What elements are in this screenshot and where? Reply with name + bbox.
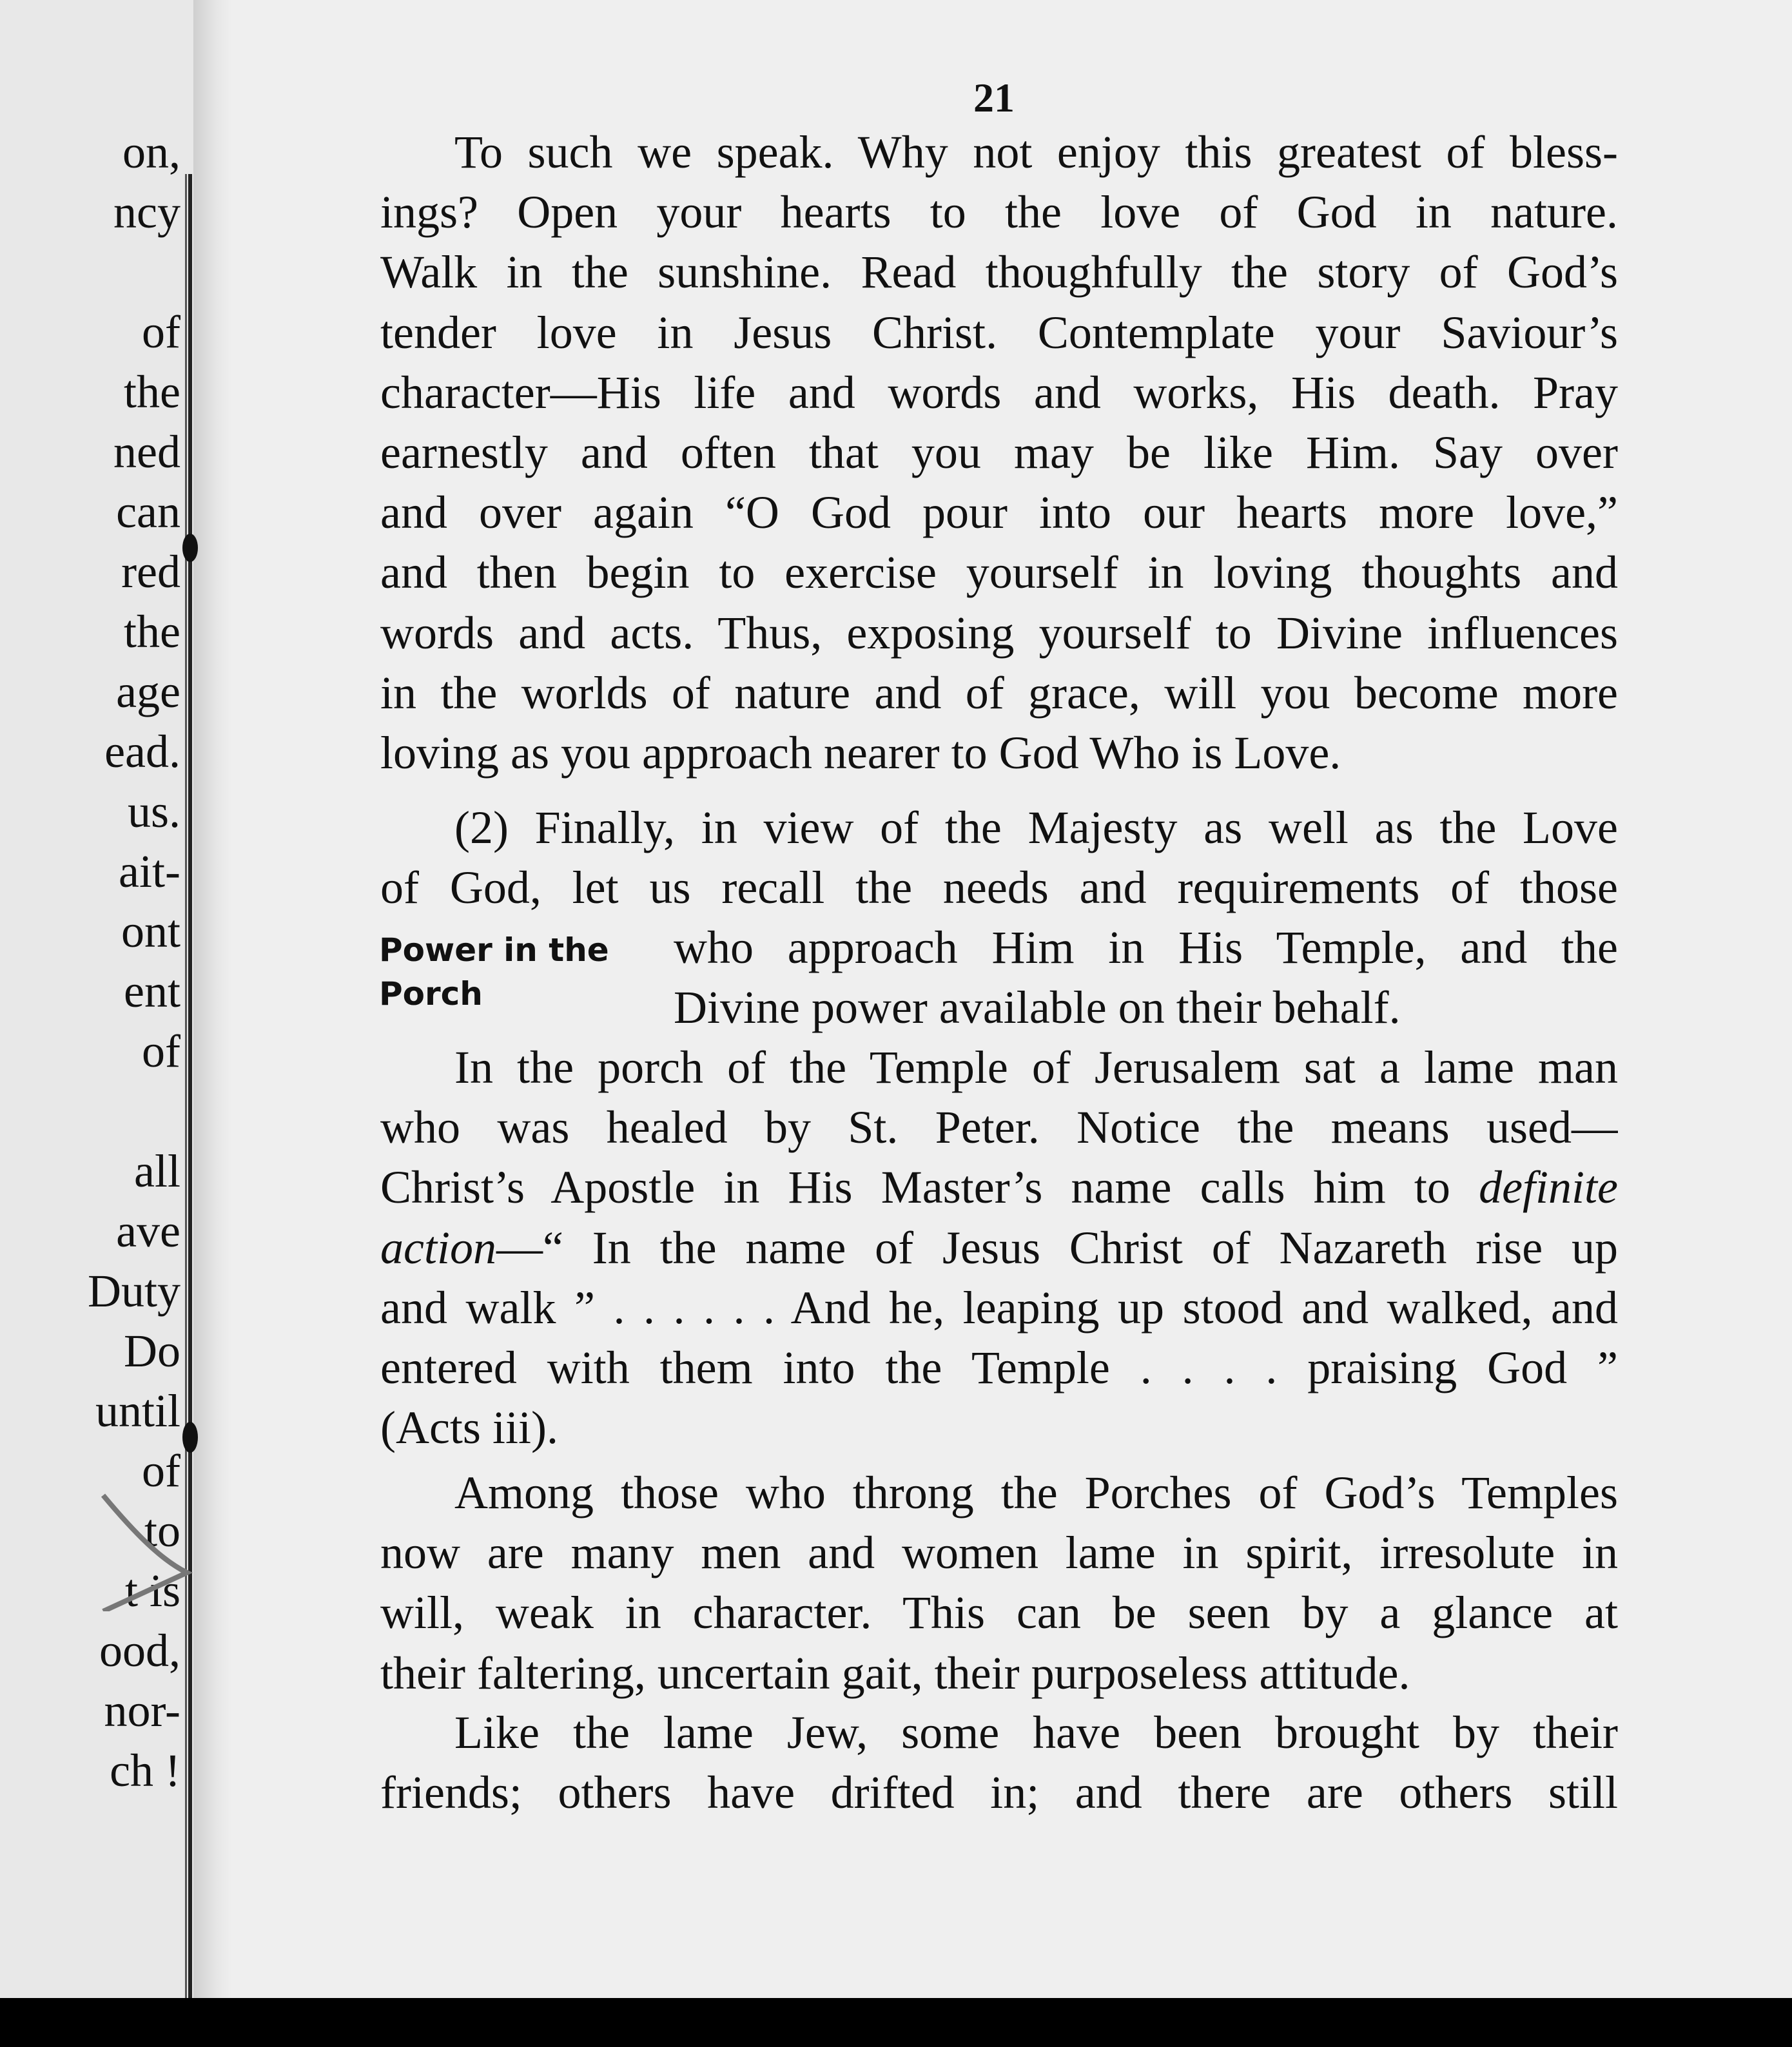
paragraph-4 <box>380 1463 1618 1703</box>
text-line: who approach Him in His Temple, and the <box>674 922 1618 973</box>
paragraph-2-continued <box>674 918 1618 1038</box>
italic-segment: action <box>380 1221 496 1274</box>
left-page-fragment: ead. <box>104 726 180 777</box>
left-page-fragment: nor- <box>104 1685 180 1736</box>
left-page-fragment: all <box>134 1145 180 1197</box>
left-page-fragment: ent <box>124 965 180 1017</box>
text-line: ings? Open your hearts to the love of God in nature. <box>380 186 1618 238</box>
loose-thread <box>97 1482 226 1611</box>
text-line: (Acts iii). <box>380 1402 558 1454</box>
left-page-fragment: of <box>142 1025 180 1077</box>
page-number: 21 <box>973 75 1015 121</box>
left-page-fragment: the <box>124 366 180 418</box>
text-line: of God, let us recall the needs and requirements of those <box>380 862 1618 914</box>
text-line: and then begin to exercise yourself in loving thoughts and <box>380 547 1618 599</box>
paragraph-3 <box>380 1038 1618 1458</box>
left-page-fragment: of <box>142 306 180 358</box>
left-page-fragment: ave <box>116 1205 180 1257</box>
left-page-fragment: Do <box>124 1325 180 1377</box>
left-page-fragment: can <box>116 486 180 538</box>
text-line: friends; others have drifted in; and there are others still <box>380 1767 1618 1819</box>
paragraph-1 <box>380 122 1618 783</box>
paragraph-2 <box>380 798 1618 918</box>
text-line: Like the lame Jew, some have been brought by their <box>454 1707 1618 1758</box>
text-line: loving as you approach nearer to God Who is Love. <box>380 726 1341 779</box>
text-line: (2) Finally, in view of the Majesty as well as the Love <box>454 802 1618 853</box>
left-page-fragment: on, <box>122 126 180 178</box>
text-line: will, weak in character. This can be seen by a glance at <box>380 1587 1618 1639</box>
left-page-fragment: ned <box>113 426 180 478</box>
text-line: tender love in Jesus Christ. Contemplate your Saviour’s <box>380 306 1618 358</box>
text-line: earnestly and often that you may be like Him. Say over <box>380 426 1618 478</box>
left-page-fragment: red <box>121 546 180 597</box>
left-page-fragment: us. <box>127 786 180 837</box>
left-page-fragment: ont <box>121 906 180 957</box>
gutter-shadow <box>193 0 232 1998</box>
left-page-fragment: ait- <box>119 846 180 897</box>
text-line: Walk in the sunshine. Read thoughfully the story of God’s <box>380 246 1618 298</box>
text-line: Divine power available on their behalf. <box>674 982 1401 1034</box>
text-line: character—His life and words and works, His death. Pray <box>380 366 1618 418</box>
text-line: who was healed by St. Peter. Notice the means used— <box>380 1101 1618 1154</box>
text-segment: Christ’s Apostle in His Master’s name calls him to <box>380 1161 1479 1214</box>
left-page-fragment: age <box>116 666 180 717</box>
left-page-fragment: Duty <box>88 1265 180 1317</box>
left-page-fragment: of <box>142 1445 180 1497</box>
left-page-fragment: ncy <box>113 186 180 238</box>
margin-note-line: Power in the <box>379 931 609 969</box>
text-line: entered with them into the Temple . . . . praising God ” <box>380 1341 1618 1393</box>
left-page-fragment: the <box>124 606 180 657</box>
text-line <box>380 1218 1618 1278</box>
text-line: Among those who throng the Porches of God’s Temples <box>454 1467 1618 1518</box>
text-line: now are many men and women lame in spirit, irresolute in <box>380 1527 1618 1579</box>
left-page-fragment: t is <box>124 1565 180 1616</box>
text-line <box>380 1158 1618 1218</box>
text-line: and walk ” . . . . . . And he, leaping up stood and walked, and <box>380 1281 1618 1334</box>
text-line: their faltering, uncertain gait, their purposeless attitude. <box>380 1647 1410 1699</box>
left-page-fragment: until <box>95 1385 180 1437</box>
italic-segment: definite <box>1479 1161 1618 1214</box>
text-line: To such we speak. Why not enjoy this greatest of bless- <box>454 126 1618 178</box>
text-segment: —“ In the name of Jesus Christ of Nazareth rise up <box>496 1221 1618 1274</box>
margin-note-line: Porch <box>379 975 483 1013</box>
text-line: words and acts. Thus, exposing yourself to Divine influences <box>380 606 1618 659</box>
binding-thread <box>182 174 198 1998</box>
text-line: in the worlds of nature and of grace, will you become more <box>380 666 1618 719</box>
left-page-fragment: to <box>144 1505 180 1557</box>
left-page-edge <box>0 0 193 1998</box>
text-line: and over again “O God pour into our hearts more love,” <box>380 487 1618 539</box>
paragraph-5 <box>380 1703 1618 1823</box>
left-page-fragment: ood, <box>99 1625 180 1676</box>
text-line: In the porch of the Temple of Jerusalem sat a lame man <box>454 1042 1618 1093</box>
margin-note <box>379 928 609 1016</box>
left-page-fragment: ch ! <box>110 1745 180 1796</box>
